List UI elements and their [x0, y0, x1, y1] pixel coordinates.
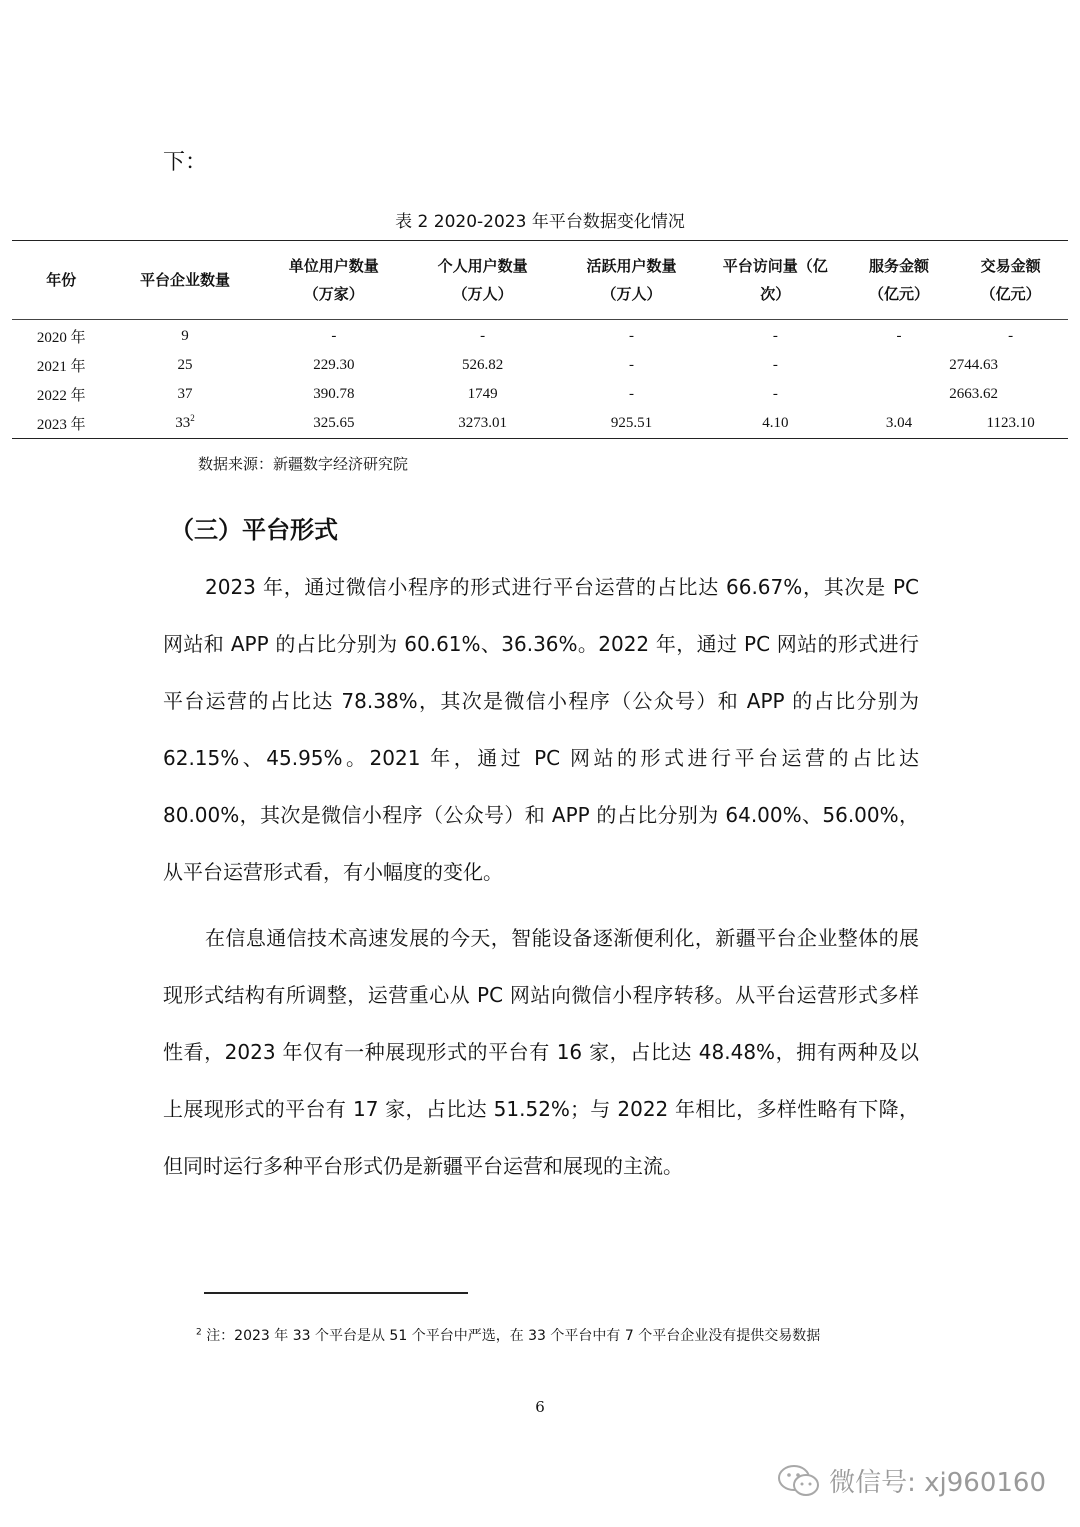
header-service-amount: 服务金额 （亿元） [845, 241, 954, 320]
cell-visits: 4.10 [762, 415, 789, 431]
footnote-marker: 2 [196, 1327, 202, 1338]
cell-companies: 9 [181, 328, 189, 344]
page-number: 6 [535, 1398, 545, 1416]
cell-visits: - [772, 386, 778, 402]
table-row [12, 351, 1068, 380]
paragraph-platform-forms: 2023 年，通过微信小程序的形式进行平台运营的占比达 66.67%，其次是 PC 网站和 APP 的占比分别为 60.61%、36.36%。2022 年，通过 PC 网站的形式进行平台运营的占比达 78.38%，其次是微信小程序（公众号）和 APP 的占比分别为 62.15%、45.95%。2021 年，通过 PC 网站的形式进行平台运营的占比达 80.00%，其次是微信小程序（公众号）和 APP 的占比分别为 64.00%、56.00%，从平台运营形式看，有小幅度的变化。 [163, 575, 919, 884]
table-header-row [12, 241, 1068, 320]
cell-unit-users: 229.30 [313, 357, 355, 373]
cell-year: 2021 年 [36, 359, 86, 375]
cell-companies: 25 [177, 357, 193, 373]
cell-active-users: - [629, 357, 634, 373]
header-visits: 平台访问量（亿 次） [706, 241, 845, 320]
cell-year: 2023 年 [36, 417, 86, 433]
footnote-text: 注：2023 年 33 个平台是从 51 个平台中严选，在 33 个平台中有 7 个平台企业没有提供交易数据 [206, 1328, 821, 1344]
header-trade-amount: 交易金额 （亿元） [953, 241, 1068, 320]
section-title: （三）平台形式 [170, 516, 338, 544]
header-personal-users: 个人用户数量 （万人） [408, 241, 557, 320]
cell-companies: 33$^2$ [175, 413, 195, 431]
footnote-separator [204, 1292, 468, 1294]
cell-trade-amount: 1123.10 [986, 415, 1035, 431]
header-active-users: 活跃用户数量 （万人） [557, 241, 706, 320]
wechat-icon [777, 1463, 821, 1499]
cell-combined-amount: 2744.63 [949, 357, 998, 373]
cell-personal-users: 526.82 [462, 357, 504, 373]
cell-unit-users: - [331, 328, 337, 344]
table-source: 数据来源：新疆数字经济研究院 [198, 455, 409, 473]
cell-year: 2020 年 [36, 330, 86, 346]
cell-year: 2022 年 [36, 388, 86, 404]
cell-personal-users: 1749 [467, 386, 498, 402]
cell-active-users: 925.51 [610, 415, 653, 431]
cell-service-amount: - [896, 328, 902, 344]
table-row [12, 409, 1068, 439]
table-row [12, 380, 1068, 409]
cell-unit-users: 325.65 [313, 415, 355, 431]
header-companies: 平台企业数量 [111, 241, 260, 320]
table-caption: 表 2 2020-2023 年平台数据变化情况 [395, 212, 685, 232]
cell-unit-users: 390.78 [313, 386, 355, 402]
watermark [777, 1462, 1046, 1499]
watermark-text: 微信号: xj960160 [829, 1468, 1046, 1498]
cell-companies: 37 [177, 386, 193, 402]
cell-active-users: - [629, 328, 634, 344]
header-unit-users: 单位用户数量 （万家） [259, 241, 408, 320]
cell-personal-users: 3273.01 [458, 415, 508, 431]
cell-trade-amount: - [1008, 328, 1014, 344]
paragraph-diversity: 在信息通信技术高速发展的今天，智能设备逐渐便利化，新疆平台企业整体的展现形式结构有所调整，运营重心从 PC 网站向微信小程序转移。从平台运营形式多样性看，2023 年仅有一种展现形式的平台有 16 家，占比达 48.48%，拥有两种及以上展现形式的平台有 17 家，占比达 51.52%；与 2022 年相比，多样性略有下降，但同时运行多种平台形式仍是新疆平台运营和展现的主流。 [163, 926, 919, 1178]
cell-visits: - [772, 357, 778, 373]
cell-service-amount: 3.04 [885, 415, 913, 431]
footnote [196, 1325, 820, 1345]
table-row [12, 320, 1068, 352]
platform-data-table [12, 240, 1068, 439]
header-year: 年份 [12, 241, 111, 320]
cell-active-users: - [629, 386, 634, 402]
lead-text: 下： [163, 150, 208, 175]
cell-combined-amount: 2663.62 [949, 386, 998, 402]
cell-personal-users: - [480, 328, 486, 344]
cell-visits: - [772, 328, 778, 344]
footnote-ref: 2 [190, 413, 195, 423]
